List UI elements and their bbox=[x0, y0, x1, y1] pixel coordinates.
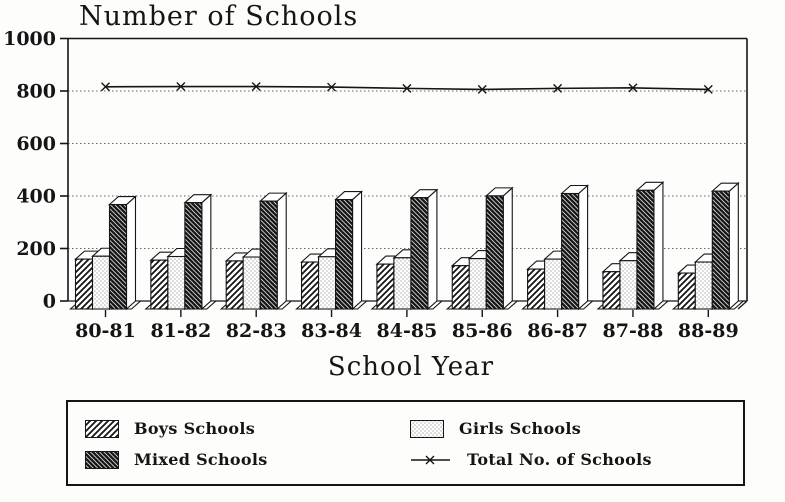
bar-front-face bbox=[93, 256, 110, 309]
legend-item-girls bbox=[410, 419, 743, 438]
bar-mixed-87-88 bbox=[637, 182, 663, 309]
bar-front-face bbox=[185, 203, 202, 309]
bar-front-face bbox=[76, 259, 93, 309]
x-tick-label-82-83: 82-83 bbox=[225, 320, 287, 342]
bar-side-face bbox=[503, 188, 512, 309]
bar-side-face bbox=[428, 190, 437, 309]
x-tick-label-87-88: 87-88 bbox=[602, 320, 664, 342]
bar-front-face bbox=[377, 264, 394, 309]
x-tick-label-86-87: 86-87 bbox=[527, 320, 588, 342]
bar-mixed-86-87 bbox=[562, 186, 588, 310]
line-x-marker-swatch-icon bbox=[410, 453, 452, 467]
chart-title: Number of Schools bbox=[79, 1, 359, 32]
bar-front-face bbox=[712, 191, 729, 309]
bar-front-face bbox=[562, 194, 579, 310]
y-tick-label-1000: 1000 bbox=[3, 28, 56, 50]
bar-front-face bbox=[545, 259, 562, 309]
bar-mixed-81-82 bbox=[185, 195, 211, 309]
bar-front-face bbox=[486, 196, 503, 309]
bar-group-82-83 bbox=[221, 193, 291, 342]
x-tick-label-85-86: 85-86 bbox=[451, 320, 513, 342]
bar-mixed-82-83 bbox=[260, 193, 286, 309]
bar-mixed-83-84 bbox=[336, 192, 362, 309]
y-tick-label-800: 800 bbox=[16, 80, 56, 103]
bar-side-face bbox=[654, 182, 663, 309]
bar-side-face bbox=[353, 192, 362, 309]
bar-mixed-80-81 bbox=[110, 197, 136, 309]
bar-front-face bbox=[469, 259, 486, 309]
legend-item-total bbox=[410, 450, 743, 469]
bar-front-face bbox=[110, 205, 127, 309]
x-tick-label-80-81: 80-81 bbox=[75, 320, 136, 342]
y-tick-label-400: 400 bbox=[16, 185, 56, 208]
x-tick-label-88-89: 88-89 bbox=[677, 320, 739, 342]
legend-item-mixed bbox=[85, 450, 410, 469]
x-tick-label-81-82: 81-82 bbox=[150, 320, 212, 342]
mixed-hatch-swatch-icon bbox=[85, 451, 119, 469]
bar-front-face bbox=[678, 273, 695, 309]
legend-item-boys bbox=[85, 419, 410, 438]
bar-front-face bbox=[226, 261, 243, 309]
bar-front-face bbox=[695, 262, 712, 309]
bar-group-85-86 bbox=[447, 188, 517, 342]
bar-front-face bbox=[394, 258, 411, 309]
bar-front-face bbox=[603, 272, 620, 309]
legend-box bbox=[66, 400, 745, 486]
bar-front-face bbox=[620, 261, 637, 309]
bar-front-face bbox=[168, 257, 185, 310]
bar-group-83-84 bbox=[297, 192, 367, 342]
bar-front-face bbox=[260, 201, 277, 309]
bar-mixed-85-86 bbox=[486, 188, 512, 309]
bar-side-face bbox=[202, 195, 211, 309]
bar-mixed-84-85 bbox=[411, 190, 437, 309]
bar-front-face bbox=[411, 198, 428, 309]
x-axis-title: School Year bbox=[327, 352, 495, 382]
bar-front-face bbox=[243, 257, 260, 309]
bar-mixed-88-89 bbox=[712, 183, 738, 309]
x-tick-label-84-85: 84-85 bbox=[376, 320, 438, 342]
bar-front-face bbox=[336, 200, 353, 309]
legend-label-girls: Girls Schools bbox=[459, 419, 582, 438]
bar-front-face bbox=[319, 257, 336, 309]
bar-side-face bbox=[277, 193, 286, 309]
x-tick-label-83-84: 83-84 bbox=[301, 320, 362, 342]
y-tick-label-0: 0 bbox=[42, 290, 56, 313]
bar-side-face bbox=[579, 186, 588, 310]
bar-front-face bbox=[151, 260, 168, 309]
bar-group-88-89 bbox=[673, 183, 743, 342]
boys-hatch-swatch-icon bbox=[85, 420, 119, 438]
bar-side-face bbox=[729, 183, 738, 309]
y-tick-label-200: 200 bbox=[16, 238, 56, 260]
bar-front-face bbox=[452, 266, 469, 309]
legend-label-total: Total No. of Schools bbox=[467, 450, 652, 469]
legend-label-boys: Boys Schools bbox=[134, 419, 256, 438]
bar-group-84-85 bbox=[372, 190, 442, 342]
bar-group-87-88 bbox=[598, 182, 668, 342]
bar-front-face bbox=[528, 269, 545, 309]
bar-front-face bbox=[302, 262, 319, 309]
bar-side-face bbox=[127, 197, 136, 309]
girls-dots-swatch-icon bbox=[410, 420, 444, 438]
bar-group-80-81 bbox=[71, 197, 141, 342]
bar-front-face bbox=[637, 190, 654, 309]
bar-group-86-87 bbox=[523, 186, 593, 343]
legend-label-mixed: Mixed Schools bbox=[134, 450, 268, 469]
y-tick-label-600: 600 bbox=[16, 133, 56, 155]
bar-group-81-82 bbox=[146, 195, 216, 342]
